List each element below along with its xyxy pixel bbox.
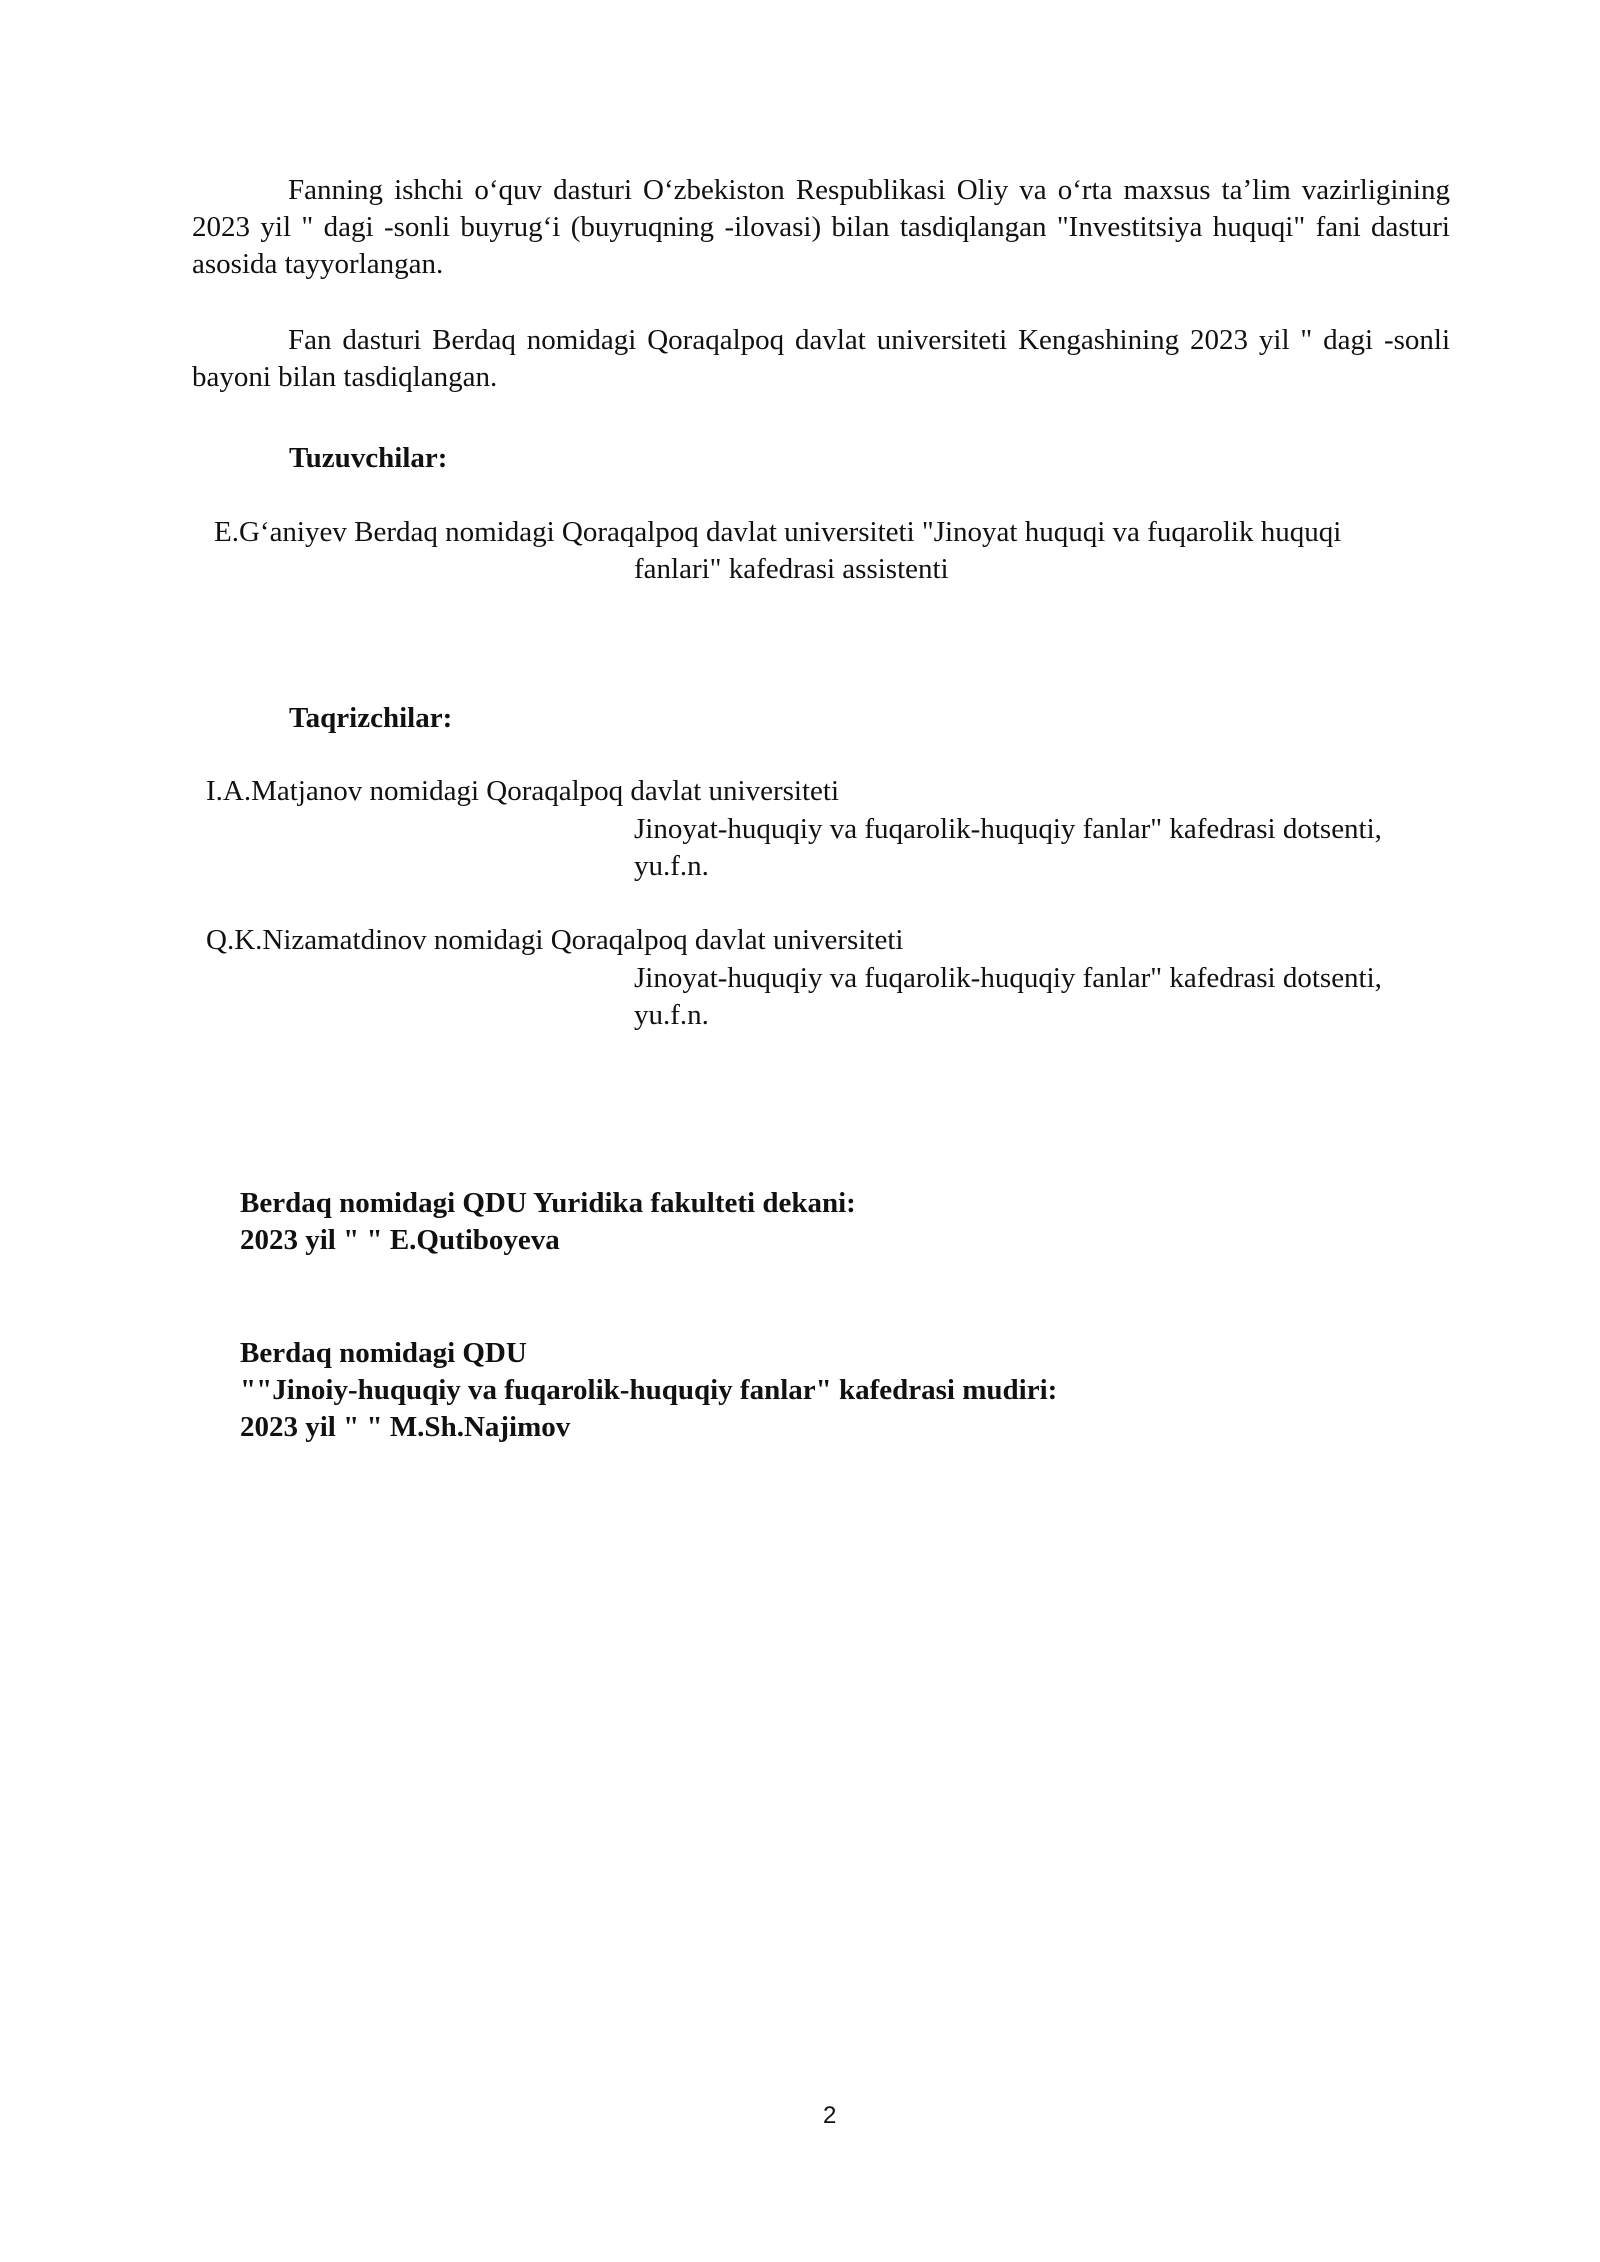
- reviewers-heading: Taqrizchilar:: [289, 702, 453, 734]
- page-number: 2: [823, 2102, 837, 2129]
- head-signature-line: 2023 yil " " M.Sh.Najimov: [240, 1411, 571, 1443]
- head-title-line-2: ""Jinoiy-huquqiy va fuqarolik-huquqiy fanlar" kafedrasi mudiri:: [240, 1374, 1058, 1406]
- intro-paragraph-1-text: Fanning ishchi o‘quv dasturi O‘zbekiston Respublikasi Oliy va o‘rta maxsus ta’lim vazirligining 2023 yil " dagi -sonli buyrug‘i (buyruqning -ilovasi) bilan tasdiqlangan "Investitsiya huquqi" fani dasturi asosida tayyorlangan.: [192, 174, 1450, 280]
- compiler-line-1: E.G‘aniyev Berdaq nomidagi Qoraqalpoq davlat universiteti "Jinoyat huquqi va fuqarolik huquqi: [214, 516, 1342, 548]
- dean-title: Berdaq nomidagi QDU Yuridika fakulteti dekani:: [240, 1187, 856, 1219]
- dean-signature-line: 2023 yil " " E.Qutiboyeva: [240, 1224, 560, 1256]
- reviewer-1-department: Jinoyat-huquqiy va fuqarolik-huquqiy fanlar" kafedrasi dotsenti,: [634, 813, 1382, 845]
- reviewer-1-name: I.A.Matjanov nomidagi Qoraqalpoq davlat universiteti: [206, 775, 840, 807]
- head-title-line-1: Berdaq nomidagi QDU: [240, 1337, 527, 1369]
- compilers-heading: Tuzuvchilar:: [289, 442, 448, 474]
- reviewer-1-degree: yu.f.n.: [634, 850, 709, 882]
- intro-paragraph-2: [192, 322, 1450, 396]
- compiler-line-2: fanlari" kafedrasi assistenti: [634, 553, 949, 585]
- reviewer-2-department: Jinoyat-huquqiy va fuqarolik-huquqiy fanlar" kafedrasi dotsenti,: [634, 962, 1382, 994]
- reviewer-2-name: Q.K.Nizamatdinov nomidagi Qoraqalpoq davlat universiteti: [206, 924, 904, 956]
- intro-paragraph-1: [192, 172, 1450, 283]
- reviewer-2-degree: yu.f.n.: [634, 999, 709, 1031]
- intro-paragraph-2-text: Fan dasturi Berdaq nomidagi Qoraqalpoq davlat universiteti Kengashining 2023 yil " dagi -sonli bayoni bilan tasdiqlangan.: [192, 324, 1450, 393]
